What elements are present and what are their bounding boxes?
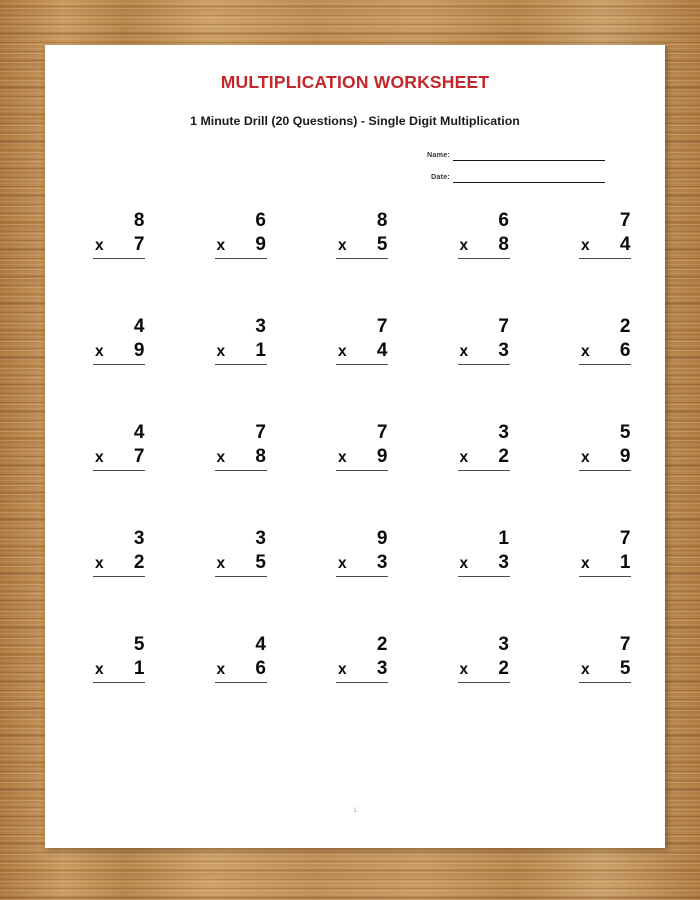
multiplicand: 7 <box>376 422 388 443</box>
date-label: Date: <box>431 172 450 181</box>
multiplier: 5 <box>619 658 631 679</box>
problem-row <box>93 635 631 741</box>
multiply-operator-icon: x <box>459 661 469 678</box>
multiply-operator-icon: x <box>581 237 591 254</box>
answer-rule <box>458 576 510 577</box>
problem-18[interactable] <box>336 529 388 635</box>
problem-25[interactable] <box>579 635 631 741</box>
multiplier: 3 <box>376 552 388 573</box>
multiplier: 5 <box>255 552 267 573</box>
multiplicand: 1 <box>498 528 510 549</box>
multiplier-line <box>215 235 267 255</box>
multiplier: 9 <box>133 340 145 361</box>
answer-rule <box>93 364 145 365</box>
answer-rule <box>215 364 267 365</box>
answer-rule <box>458 364 510 365</box>
multiplier: 9 <box>255 234 267 255</box>
problem-3[interactable] <box>336 211 388 317</box>
answer-rule <box>458 258 510 259</box>
answer-rule <box>458 682 510 683</box>
multiplier-line <box>215 447 267 467</box>
answer-rule <box>336 682 388 683</box>
answer-rule <box>579 364 631 365</box>
problem-4[interactable] <box>458 211 510 317</box>
multiplier-line <box>336 341 388 361</box>
problem-row <box>93 529 631 635</box>
problem-6[interactable] <box>93 317 145 423</box>
multiply-operator-icon: x <box>459 449 469 466</box>
answer-rule <box>215 258 267 259</box>
answer-rule <box>579 576 631 577</box>
multiplier: 1 <box>255 340 267 361</box>
name-row <box>45 150 605 161</box>
problem-row <box>93 211 631 317</box>
multiplicand: 7 <box>619 528 631 549</box>
student-info-block <box>45 150 665 183</box>
problem-21[interactable] <box>93 635 145 741</box>
multiply-operator-icon: x <box>581 661 591 678</box>
problem-23[interactable] <box>336 635 388 741</box>
name-label: Name: <box>427 150 450 159</box>
multiplicand: 5 <box>619 422 631 443</box>
problem-row <box>93 423 631 529</box>
multiplier: 2 <box>498 658 510 679</box>
multiplier: 7 <box>133 446 145 467</box>
multiplier: 9 <box>619 446 631 467</box>
multiplier-line <box>579 235 631 255</box>
problem-1[interactable] <box>93 211 145 317</box>
multiplier-line <box>458 341 510 361</box>
multiplier: 1 <box>133 658 145 679</box>
answer-rule <box>93 470 145 471</box>
problem-10[interactable] <box>579 317 631 423</box>
answer-rule <box>579 470 631 471</box>
multiplier-line <box>215 553 267 573</box>
multiplicand: 3 <box>255 528 267 549</box>
multiplicand: 6 <box>498 210 510 231</box>
multiplicand: 3 <box>255 316 267 337</box>
multiplicand: 4 <box>133 422 145 443</box>
problem-24[interactable] <box>458 635 510 741</box>
page-title: MULTIPLICATION WORKSHEET <box>220 72 490 92</box>
multiplicand: 6 <box>255 210 267 231</box>
multiplier-line <box>458 447 510 467</box>
problem-14[interactable] <box>458 423 510 529</box>
page-number: 1 <box>353 808 357 814</box>
multiply-operator-icon: x <box>95 555 105 572</box>
problem-9[interactable] <box>458 317 510 423</box>
problem-5[interactable] <box>579 211 631 317</box>
multiplier: 3 <box>498 340 510 361</box>
answer-rule <box>336 258 388 259</box>
multiplier: 6 <box>619 340 631 361</box>
page-subtitle: 1 Minute Drill (20 Questions) - Single Digit Multiplication <box>190 114 520 128</box>
multiplicand: 7 <box>619 210 631 231</box>
problem-8[interactable] <box>336 317 388 423</box>
multiply-operator-icon: x <box>459 555 469 572</box>
multiply-operator-icon: x <box>95 237 105 254</box>
multiplicand: 4 <box>133 316 145 337</box>
multiplicand: 8 <box>133 210 145 231</box>
multiplier-line <box>579 447 631 467</box>
multiplier-line <box>458 659 510 679</box>
multiply-operator-icon: x <box>216 555 226 572</box>
multiply-operator-icon: x <box>216 237 226 254</box>
multiplier-line <box>579 659 631 679</box>
problem-11[interactable] <box>93 423 145 529</box>
multiply-operator-icon: x <box>581 343 591 360</box>
answer-rule <box>458 470 510 471</box>
multiplicand: 2 <box>376 634 388 655</box>
multiplicand: 9 <box>376 528 388 549</box>
multiply-operator-icon: x <box>216 449 226 466</box>
date-row <box>45 172 605 183</box>
problem-row <box>93 317 631 423</box>
multiply-operator-icon: x <box>95 343 105 360</box>
problem-13[interactable] <box>336 423 388 529</box>
multiplier-line <box>336 659 388 679</box>
multiplicand: 3 <box>133 528 145 549</box>
multiply-operator-icon: x <box>338 237 348 254</box>
multiply-operator-icon: x <box>581 449 591 466</box>
multiplier-line <box>93 659 145 679</box>
multiply-operator-icon: x <box>459 237 469 254</box>
date-input-line[interactable] <box>453 172 605 183</box>
answer-rule <box>579 682 631 683</box>
answer-rule <box>215 576 267 577</box>
problem-20[interactable] <box>579 529 631 635</box>
problem-grid <box>45 211 665 741</box>
multiplier-line <box>215 341 267 361</box>
multiplier: 3 <box>376 658 388 679</box>
answer-rule <box>93 576 145 577</box>
multiplicand: 2 <box>619 316 631 337</box>
multiplier-line <box>93 553 145 573</box>
multiply-operator-icon: x <box>338 449 348 466</box>
multiplicand: 8 <box>376 210 388 231</box>
multiplicand: 3 <box>498 634 510 655</box>
multiplicand: 3 <box>498 422 510 443</box>
multiplicand: 7 <box>619 634 631 655</box>
problem-12[interactable] <box>215 423 267 529</box>
multiplier-line <box>93 341 145 361</box>
answer-rule <box>215 470 267 471</box>
multiplier: 5 <box>376 234 388 255</box>
answer-rule <box>93 258 145 259</box>
multiplier: 4 <box>376 340 388 361</box>
multiplier-line <box>579 341 631 361</box>
multiplier-line <box>579 553 631 573</box>
multiply-operator-icon: x <box>459 343 469 360</box>
problem-15[interactable] <box>579 423 631 529</box>
multiplicand: 7 <box>498 316 510 337</box>
multiplier: 9 <box>376 446 388 467</box>
multiply-operator-icon: x <box>216 343 226 360</box>
multiplier: 8 <box>498 234 510 255</box>
answer-rule <box>336 364 388 365</box>
problem-7[interactable] <box>215 317 267 423</box>
multiply-operator-icon: x <box>95 449 105 466</box>
multiplier-line <box>93 447 145 467</box>
multiplicand: 7 <box>255 422 267 443</box>
multiplicand: 7 <box>376 316 388 337</box>
multiplier-line <box>215 659 267 679</box>
multiply-operator-icon: x <box>216 661 226 678</box>
multiplier: 2 <box>133 552 145 573</box>
multiplier: 8 <box>255 446 267 467</box>
multiplier: 7 <box>133 234 145 255</box>
multiply-operator-icon: x <box>338 661 348 678</box>
problem-22[interactable] <box>215 635 267 741</box>
multiplier-line <box>458 235 510 255</box>
answer-rule <box>336 470 388 471</box>
multiplier-line <box>336 235 388 255</box>
multiply-operator-icon: x <box>338 555 348 572</box>
multiplier: 2 <box>498 446 510 467</box>
multiply-operator-icon: x <box>581 555 591 572</box>
answer-rule <box>579 258 631 259</box>
multiplier: 6 <box>255 658 267 679</box>
multiplier: 4 <box>619 234 631 255</box>
multiply-operator-icon: x <box>338 343 348 360</box>
problem-16[interactable] <box>93 529 145 635</box>
multiplier-line <box>336 553 388 573</box>
multiplicand: 5 <box>133 634 145 655</box>
problem-19[interactable] <box>458 529 510 635</box>
problem-2[interactable] <box>215 211 267 317</box>
answer-rule <box>93 682 145 683</box>
multiplier-line <box>458 553 510 573</box>
problem-17[interactable] <box>215 529 267 635</box>
multiply-operator-icon: x <box>95 661 105 678</box>
answer-rule <box>215 682 267 683</box>
multiplicand: 4 <box>255 634 267 655</box>
worksheet-paper <box>45 45 665 848</box>
multiplier: 1 <box>619 552 631 573</box>
multiplier: 3 <box>498 552 510 573</box>
name-input-line[interactable] <box>453 150 605 161</box>
answer-rule <box>336 576 388 577</box>
multiplier-line <box>93 235 145 255</box>
multiplier-line <box>336 447 388 467</box>
